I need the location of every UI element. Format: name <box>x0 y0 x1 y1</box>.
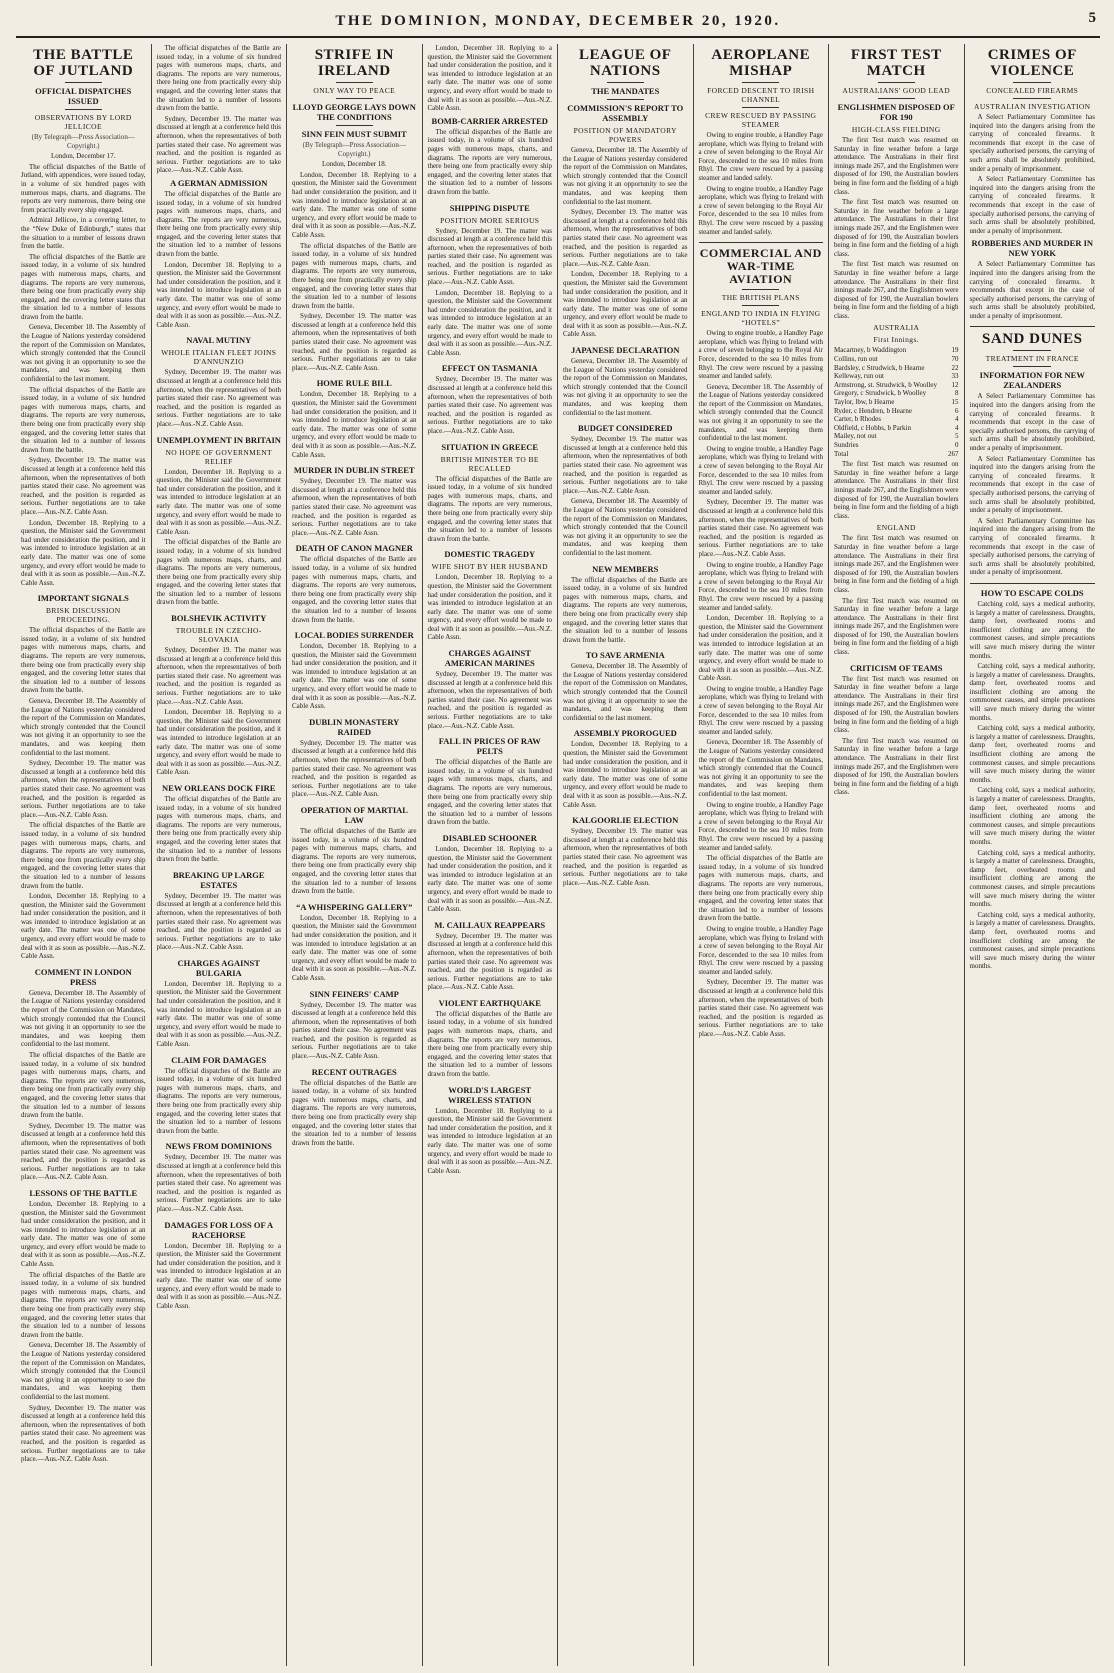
article <box>428 920 553 992</box>
article <box>157 1220 282 1311</box>
paragraph: Owing to engine trouble, a Handley Page aeroplane, which was flying to Ireland with a crew of seven belonging to the Royal Air Force, descended to the sea 10 miles from Rhyl. The crew were rescued by a passing steamer and landed safely. <box>698 924 823 976</box>
headline-sand-dunes: SAND DUNES <box>982 331 1083 348</box>
subhead: HOW TO ESCAPE COLDS <box>980 587 1084 598</box>
article <box>157 1055 282 1136</box>
paragraph: Catching cold, says a medical authority, is largely a matter of carelessness. Draughts, damp feet, overheated rooms and insufficient clothing are among the commonest causes, and simple precautions will save much misery during the winter months. <box>969 662 1095 722</box>
batsman-score: 33 <box>951 372 959 381</box>
subhead: NEW ORLEANS DOCK FIRE <box>162 782 276 793</box>
score-row <box>834 346 959 355</box>
batsman-score: 4 <box>955 415 959 424</box>
paragraph: London, December 18. Replying to a question, the Minister said the Government had under consideration the position, and it was intended to introduce legislation at an early date. The matter was one of some urgency, and every effort would be made to deal with it as soon as possible.—Aus.-N.Z. Cable Assn. <box>21 892 146 961</box>
batsman-score: 267 <box>948 449 959 458</box>
subhead: FORCED DESCENT TO IRISH CHANNEL <box>707 86 815 104</box>
paragraph: The first Test match was resumed on Saturday in fine weather before a large attendance. The Australians in their first innings made 267, and the Englishmen were disposed of for 190, the Australian bowlers being in fine form and the fielding of a high class. <box>834 596 959 657</box>
article <box>157 1141 282 1213</box>
article <box>292 902 417 983</box>
subhead: OFFICIAL DISPATCHES ISSUED <box>35 86 132 106</box>
batsman-name: Kelleway, run out <box>834 372 884 381</box>
subhead: NO HOPE OF GOVERNMENT RELIEF <box>165 447 273 466</box>
subhead: CLAIM FOR DAMAGES <box>171 1054 267 1065</box>
paragraph: Sydney, December 19. The matter was discussed at length at a conference held this afternoon, when the representatives of both parties stated their case. No agreement was reached, and the position is regarded as serious. Further negotiations are to take place.—Aus.-N.Z. Cable Assn. <box>563 208 688 268</box>
paragraph: Geneva, December 18. The Assembly of the League of Nations yesterday considered the report of the Commission on Mandates, which strongly contended that the Council was not giving it an opportunity to see the mandates, and was keeping them confidential to the last moment. <box>563 357 688 417</box>
paragraph: Sydney, December 19. The matter was discussed at length at a conference held this afternoon, when the representatives of both parties stated their case. No agreement was reached, and the position is regarded as serious. Further negotiations are to take place.—Aus.-N.Z. Cable Assn. <box>21 1403 146 1464</box>
article <box>157 613 282 777</box>
subhead: WIFE SHOT BY HER HUSBAND <box>431 562 548 572</box>
paragraph: A Select Parliamentary Committee has inquired into the dangers arising from the carrying of concealed firearms. It recommends that except in the case of specially authorised persons, the carrying of such arms shall be absolutely prohibited, under a penalty of imprisonment. <box>969 454 1095 515</box>
paragraph: Geneva, December 18. The Assembly of the League of Nations yesterday considered the report of the Commission on Mandates, which strongly contended that the Council was not giving it an opportunity to see the mandates, and was keeping them confidential to the last moment. <box>698 738 823 798</box>
paragraph: London, December 18. Replying to a question, the Minister said the Government had under consideration the position, and it was intended to introduce legislation at an early date. The matter was one of some urgency, and every effort would be made to deal with it as soon as possible.—Aus.-N.Z. Cable Assn. <box>156 467 281 536</box>
paragraph: The official dispatches of the Battle are issued today, in a volume of six hundred pages with numerous maps, charts, and diagrams. The reports are very numerous, there being one from practically every ship engaged, and the covering letter states that the situation led to a number of lessons drawn from the battle. <box>21 385 146 454</box>
article <box>157 783 282 864</box>
subhead: BREAKING UP LARGE ESTATES <box>172 869 265 890</box>
paragraph: Sydney, December 19. The matter was discussed at length at a conference held this afternoon, when the representatives of both parties stated their case. No agreement was reached, and the position is regarded as serious. Further negotiations are to take place.—Aus.-N.Z. Cable Assn. <box>156 1153 281 1213</box>
subhead: UNEMPLOYMENT IN BRITAIN <box>156 434 281 445</box>
subhead: AUSTRALIA <box>873 323 920 333</box>
paragraph: London, December 18. Replying to a question, the Minister said the Government had under consideration the position, and it was intended to introduce legislation at an early date. The matter was one of some urgency, and every effort would be made to deal with it as soon as possible.—Aus.-N.Z. Cable Assn. <box>292 170 417 239</box>
subhead: NEW MEMBERS <box>592 563 659 574</box>
column-3 <box>287 44 423 1666</box>
article-league <box>563 47 688 339</box>
subhead: THE BRITISH PLANS <box>721 293 800 303</box>
byline: (By Telegraph—Press Association—Copyright.) <box>31 133 135 150</box>
subhead: AUSTRALIANS' GOOD LEAD <box>842 86 951 95</box>
subhead: ROBBERIES AND MURDER IN NEW YORK <box>971 238 1094 259</box>
paragraph: Sydney, December 19. The matter was discussed at length at a conference held this afternoon, when the representatives of both parties stated their case. No agreement was reached, and the position is regarded as serious. Further negotiations are to take place.—Aus.-N.Z. Cable Assn. <box>427 375 552 435</box>
article <box>428 1085 553 1176</box>
paragraph: The first Test match was resumed on Saturday in fine weather before a large attendance. The Australians in their first innings made 267, and the Englishmen were disposed of for 190, the Australian bowlers being in fine form and the fielding of a high class. <box>834 534 959 594</box>
article <box>428 833 553 914</box>
paragraph: The first Test match was resumed on Saturday in fine weather before a large attendance. The Australians in their first innings made 267, and the Englishmen were disposed of for 190, the Australian bowlers being in fine form and the fielding of a high class. <box>834 136 959 196</box>
paragraph: A Select Parliamentary Committee has inquired into the dangers arising from the carrying of concealed firearms. It recommends that except in the case of specially authorised persons, the carrying of such arms shall be absolutely prohibited, under a penalty of imprisonment. <box>969 260 1095 320</box>
paragraph: A Select Parliamentary Committee has inquired into the dangers arising from the carrying of concealed firearms. It recommends that except in the case of specially authorised persons, the carrying of such arms shall be absolutely prohibited, under a penalty of imprisonment. <box>969 392 1095 453</box>
batsman-score: 8 <box>955 389 959 398</box>
article-colds <box>970 588 1096 971</box>
batsman-score: 6 <box>955 406 959 415</box>
column-5 <box>558 44 694 1666</box>
article <box>292 378 417 459</box>
subhead: AUSTRALIAN INVESTIGATION <box>974 102 1091 111</box>
paragraph: A Select Parliamentary Committee has inquired into the dangers arising from the carrying of concealed firearms. It recommends that except in the case of specially authorised persons, the carrying of such arms shall be absolutely prohibited, under a penalty of imprisonment. <box>969 516 1095 577</box>
column-6 <box>694 44 830 1666</box>
headline-league: LEAGUE OF NATIONS <box>579 47 672 79</box>
score-row <box>834 415 959 424</box>
column-1 <box>16 44 152 1666</box>
subhead: CRITICISM OF TEAMS <box>849 662 943 673</box>
paragraph: Sydney, December 19. The matter was discussed at length at a conference held this afternoon, when the representatives of both parties stated their case. No agreement was reached, and the position is regarded as serious. Further negotiations are to take place.—Aus.-N.Z. Cable Assn. <box>156 114 281 175</box>
headline-jutland: THE BATTLE OF JUTLAND <box>33 47 134 79</box>
headline-crimes: CRIMES OF VIOLENCE <box>987 47 1077 79</box>
article <box>563 815 688 887</box>
paragraph: Sydney, December 19. The matter was discussed at length at a conference held this afternoon, when the representatives of both parties stated their case. No agreement was reached, and the position is regarded as serious. Further negotiations are to take place.—Aus.-N.Z. Cable Assn. <box>427 226 552 287</box>
paragraph: Sydney, December 19. The matter was discussed at length at a conference held this afternoon, when the representatives of both parties stated their case. No agreement was reached, and the position is regarded as serious. Further negotiations are to take place.—Aus.-N.Z. Cable Assn. <box>427 670 552 730</box>
paragraph: The official dispatches of the Battle are issued today, in a volume of six hundred pages with numerous maps, charts, and diagrams. The reports are very numerous, there being one from practically every ship engaged, and the covering letter states that the situation led to a number of lessons drawn from the battle. <box>156 1066 281 1135</box>
paragraph: Geneva, December 18. The Assembly of the League of Nations yesterday considered the report of the Commission on Mandates, which strongly contended that the Council was not giving it an opportunity to see the mandates, and was keeping them confidential to the last moment. <box>563 497 688 557</box>
paragraph: The official dispatches of the Battle are issued today, in a volume of six hundred pages with numerous maps, charts, and diagrams. The reports are very numerous, there being one from practically every ship engaged, and the covering letter states that the situation led to a number of lessons drawn from the battle. <box>156 538 281 607</box>
article <box>428 549 553 642</box>
article <box>563 728 688 809</box>
subhead: MURDER IN DUBLIN STREET <box>293 465 415 476</box>
paragraph: The official dispatches of the Battle are issued today, in a volume of six hundred pages with numerous maps, charts, and diagrams. The reports are very numerous, there being one from practically every ship engaged, and the covering letter states that the situation led to a number of lessons drawn from the battle. <box>21 1051 146 1120</box>
paragraph: London, December 18. Replying to a question, the Minister said the Government had under consideration the position, and it was intended to introduce legislation at an early date. The matter was one of some urgency, and every effort would be made to deal with it as soon as possible.—Aus.-N.Z. Cable Assn. <box>292 390 417 459</box>
subhead: CREW RESCUED BY PASSING STEAMER <box>705 111 817 129</box>
subhead: “A WHISPERING GALLERY” <box>296 901 413 912</box>
article <box>563 564 688 645</box>
article <box>428 648 553 730</box>
paragraph: London, December 18. Replying to a question, the Minister said the Government had under consideration the position, and it was intended to introduce legislation at an early date. The matter was one of some urgency, and every effort would be made to deal with it as soon as possible.—Aus.-N.Z. Cable Assn. <box>563 270 688 339</box>
batsman-name: Oldfield, c Hobbs, b Parkin <box>834 423 911 432</box>
paragraph: Catching cold, says a medical authority, is largely a matter of carelessness. Draughts, damp feet, overheated rooms and insufficient clothing are among the commonest causes, and simple precautions will save much misery during the winter months. <box>969 786 1095 846</box>
subhead: LESSONS OF THE BATTLE <box>29 1187 138 1198</box>
article-aeroplane <box>699 47 824 236</box>
batsman-score: 15 <box>951 398 959 407</box>
batsman-score: 5 <box>955 432 959 441</box>
subhead: ASSEMBLY PROROGUED <box>573 728 677 739</box>
score-row <box>834 424 959 433</box>
batsman-name: Ryder, c Hendren, b Hearne <box>834 406 912 415</box>
paragraph: Catching cold, says a medical authority, is largely a matter of carelessness. Draughts, damp feet, overheated rooms and insufficient clothing are among the commonest causes, and simple precautions will save much misery during the winter months. <box>969 599 1095 660</box>
paragraph: London, December 18. Replying to a question, the Minister said the Government had under consideration the position, and it was intended to introduce legislation at an early date. The matter was one of some urgency, and every effort would be made to deal with it as soon as possible.—Aus.-N.Z. Cable Assn. <box>156 708 281 777</box>
score-row <box>834 372 959 381</box>
subhead: TROUBLE IN CZECHO-SLOVAKIA <box>175 626 262 645</box>
paragraph: Owing to engine trouble, a Handley Page aeroplane, which was flying to Ireland with a crew of seven belonging to the Royal Air Force, descended to the sea 10 miles from Rhyl. The crew were rescued by a passing steamer and landed safely. <box>698 800 823 852</box>
subhead: OPERATION OF MARTIAL LAW <box>300 805 408 825</box>
paragraph: The official dispatches of the Battle are issued today, in a volume of six hundred pages with numerous maps, charts, and diagrams. The reports are very numerous, there being one from practically every ship engaged, and the covering letter states that the situation led to a number of lessons drawn from the battle. <box>563 575 688 644</box>
paragraph: The official dispatches of the Battle are issued today, in a volume of six hundred pages with numerous maps, charts, and diagrams. The reports are very numerous, there being one from practically every ship engaged, and the covering letter states that the situation led to a number of lessons drawn from the battle. <box>292 827 417 896</box>
article <box>428 998 553 1079</box>
paragraph: The official dispatches of the Battle are issued today, in a volume of six hundred pages with numerous maps, charts, and diagrams. The reports are very numerous, there being one from practically every ship engaged, and the covering letter states that the situation led to a number of lessons drawn from the battle. <box>292 1078 417 1147</box>
paragraph: Owing to engine trouble, a Handley Page aeroplane, which was flying to Ireland with a crew of seven belonging to the Royal Air Force, descended to the sea 10 miles from Rhyl. The crew were rescued by a passing steamer and landed safely. <box>698 684 823 736</box>
score-row <box>834 389 959 398</box>
subhead: ENGLAND TO INDIA IN FLYING “HOTELS” <box>701 309 821 328</box>
subhead: POSITION OF MANDATORY POWERS <box>573 126 677 144</box>
paragraph: The official dispatches of the Battle are issued today, in a volume of six hundred pages with numerous maps, charts, and diagrams. The reports are very numerous, there being one from practically every ship engaged, and the covering letter states that the situation led to a number of lessons drawn from the battle. <box>427 474 552 543</box>
subhead: CHARGES AGAINST BULGARIA <box>177 957 260 978</box>
article-jutland <box>21 47 146 587</box>
paragraph: A Select Parliamentary Committee has inquired into the dangers arising from the carrying of concealed firearms. It recommends that except in the case of specially authorised persons, the carrying of such arms shall be absolutely prohibited, under a penalty of imprisonment. <box>969 113 1095 173</box>
article <box>157 335 282 428</box>
paragraph: Sydney, December 19. The matter was discussed at length at a conference held this afternoon, when the representatives of both parties stated their case. No agreement was reached, and the position is regarded as serious. Further negotiations are to take place.—Aus.-N.Z. Cable Assn. <box>156 891 281 952</box>
batsman-name: Macartney, b Waddington <box>834 346 907 355</box>
subhead: IMPORTANT SIGNALS <box>37 593 129 604</box>
article <box>428 736 553 827</box>
article-aviation <box>699 247 824 1039</box>
paragraph: London, December 18. Replying to a question, the Minister said the Government had under consideration the position, and it was intended to introduce legislation at an early date. The matter was one of some urgency, and every effort would be made to deal with it as soon as possible.—Aus.-N.Z. Cable Assn. <box>427 844 552 914</box>
subhead: COMMISSION'S REPORT TO ASSEMBLY <box>567 103 684 123</box>
article <box>563 345 688 417</box>
subhead: RECENT OUTRAGES <box>311 1066 397 1077</box>
paragraph: London, December 18. Replying to a question, the Minister said the Government had under consideration the position, and it was intended to introduce legislation at an early date. The matter was one of some urgency, and every effort would be made to deal with it as soon as possible.—Aus.-N.Z. Cable Assn. <box>156 260 281 329</box>
paragraph: Owing to engine trouble, a Handley Page aeroplane, which was flying to Ireland with a crew of seven belonging to the Royal Air Force, descended to the sea 10 miles from Rhyl. The crew were rescued by a passing steamer and landed safely. <box>698 560 823 612</box>
paragraph: Sydney, December 19. The matter was discussed at length at a conference held this afternoon, when the representatives of both parties stated their case. No agreement was reached, and the position is regarded as serious. Further negotiations are to take place.—Aus.-N.Z. Cable Assn. <box>292 477 417 537</box>
batsman-name: Gregory, c Strudwick, b Woolley <box>834 389 927 398</box>
paragraph: The official dispatches of the Battle are issued today, in a volume of six hundred pages with numerous maps, charts, and diagrams. The reports are very numerous, there being one from practically every ship engaged, and the covering letter states that the situation led to a number of lessons drawn from the battle. <box>427 758 552 827</box>
article <box>428 442 553 544</box>
article-test-match <box>834 47 959 657</box>
paragraph: Sydney, December 19. The matter was discussed at length at a conference held this afternoon, when the representatives of both parties stated their case. No agreement was reached, and the position is regarded as serious. Further negotiations are to take place.—Aus.-N.Z. Cable Assn. <box>563 435 688 495</box>
paragraph: The official dispatches of the Battle are issued today, in a volume of six hundred pages with numerous maps, charts, and diagrams. The reports are very numerous, there being one from practically every ship engaged, and the covering letter states that the situation led to a number of lessons drawn from the battle. <box>698 854 823 923</box>
paragraph: Owing to engine trouble, a Handley Page aeroplane, which was flying to Ireland with a crew of seven belonging to the Royal Air Force, descended to the sea 10 miles from Rhyl. The crew were rescued by a passing steamer and landed safely. <box>698 184 823 236</box>
subhead: A GERMAN ADMISSION <box>170 177 268 188</box>
article-crimes <box>970 47 1096 320</box>
article-sand-dunes <box>970 331 1096 576</box>
subhead: First Innings. <box>873 335 920 345</box>
article <box>157 958 282 1049</box>
subhead: LLOYD GEORGE LAYS DOWN THE CONDITIONS <box>292 102 416 122</box>
paragraph: Sydney, December 19. The matter was discussed at length at a conference held this afternoon, when the representatives of both parties stated their case. No agreement was reached, and the position is regarded as serious. Further negotiations are to take place.—Aus.-N.Z. Cable Assn. <box>427 931 552 992</box>
paragraph: London, December 18. Replying to a question, the Minister said the Government had under consideration the position, and it was intended to introduce legislation at an early date. The matter was one of some urgency, and every effort would be made to deal with it as soon as possible.—Aus.-N.Z. Cable Assn. <box>292 642 417 711</box>
paragraph: Sydney, December 19. The matter was discussed at length at a conference held this afternoon, when the representatives of both parties stated their case. No agreement was reached, and the position is regarded as serious. Further negotiations are to take place.—Aus.-N.Z. Cable Assn. <box>698 978 823 1039</box>
paragraph: Geneva, December 18. The Assembly of the League of Nations yesterday considered the report of the Commission on Mandates, which strongly contended that the Council was not giving it an opportunity to see the mandates, and was keeping them confidential to the last moment. <box>21 697 146 757</box>
batsman-name: Total <box>834 449 849 458</box>
article <box>292 1067 417 1148</box>
batsman-score: 70 <box>951 355 959 364</box>
subhead: INFORMATION FOR NEW ZEALANDERS <box>979 370 1085 391</box>
paragraph: Geneva, December 18. The Assembly of the League of Nations yesterday considered the report of the Commission on Mandates, which strongly contended that the Council was not giving it an opportunity to see the mandates, and was keeping them confidential to the last moment. <box>21 988 146 1049</box>
score-row <box>834 398 959 407</box>
subhead: DOMESTIC TRAGEDY <box>444 549 536 560</box>
paragraph: London, December 18. Replying to a question, the Minister said the Government had under consideration the position, and it was intended to introduce legislation at an early date. The matter was one of some urgency, and every effort would be made to deal with it as soon as possible.—Aus.-N.Z. Cable Assn. <box>427 44 552 113</box>
batsman-score: 0 <box>955 441 959 449</box>
subhead: WHOLE ITALIAN FLEET JOINS D'ANNUNZIO <box>161 348 277 367</box>
paragraph: Admiral Jellicoe, in a covering letter, to the “New Duke of Edinburgh,” states that the situation to a number of lessons drawn from the battle. <box>21 216 146 251</box>
subhead: DUBLIN MONASTERY RAIDED <box>309 716 400 737</box>
subhead: DAMAGES FOR LOSS OF A RACEHORSE <box>164 1219 274 1240</box>
article <box>563 650 688 722</box>
columns <box>16 44 1100 1666</box>
paragraph: London, December 18. Replying to a question, the Minister said the Government had under consideration the position, and it was intended to introduce legislation at an early date. The matter was one of some urgency, and every effort would be made to deal with it as soon as possible.—Aus.-N.Z. Cable Assn. <box>427 573 552 642</box>
subhead: SITUATION IN GREECE <box>441 441 539 452</box>
masthead <box>16 6 1100 38</box>
batsman-name: Collins, run out <box>834 355 878 364</box>
subhead: M. CAILLAUX REAPPEARS <box>434 919 546 930</box>
paragraph: Geneva, December 18. The Assembly of the League of Nations yesterday considered the report of the Commission on Mandates, which strongly contended that the Council was not giving it an opportunity to see the mandates, and was keeping them confidential to the last moment. <box>21 323 146 384</box>
subhead: WORLD'S LARGEST WIRELESS STATION <box>447 1084 532 1105</box>
score-row <box>834 355 959 364</box>
paragraph: The first Test match was resumed on Saturday in fine weather before a large attendance. The Australians in their first innings made 267, and the Englishmen were disposed of for 190, the Australian bowlers being in fine form and the fielding of a high class. <box>834 260 959 320</box>
paragraph: Geneva, December 18. The Assembly of the League of Nations yesterday considered the report of the Commission on Mandates, which strongly contended that the Council was not giving it an opportunity to see the mandates, and was keeping them confidential to the last moment. <box>563 146 688 206</box>
article <box>21 967 146 1182</box>
batsman-score: 12 <box>951 380 959 389</box>
batsman-name: Sundries <box>834 441 859 449</box>
paragraph: Geneva, December 18. The Assembly of the League of Nations yesterday considered the report of the Commission on Mandates, which strongly contended that the Council was not giving it an opportunity to see the mandates, and was keeping them confidential to the last moment. <box>563 662 688 722</box>
page-number: 5 <box>1088 10 1096 26</box>
paragraph: The first Test match was resumed on Saturday in fine weather before a large attendance. The Australians in their first innings made 267, and the Englishmen were disposed of for 190, the Australian bowlers being in fine form and the fielding of a high class. <box>834 198 959 258</box>
paragraph: The official dispatches of the Battle are issued today, in a volume of six hundred pages with numerous maps, charts, and diagrams. The reports are very numerous, there being one from practically every ship engaged, and the covering letter states that the situation led to a number of lessons drawn from the battle. <box>21 626 146 695</box>
subhead: SHIPPING DISPUTE <box>449 202 530 213</box>
batsman-name: Bardsley, c Strudwick, b Hearne <box>834 363 925 372</box>
paragraph: London, December 18. Replying to a question, the Minister said the Government had under consideration the position, and it was intended to introduce legislation at an early date. The matter was one of some urgency, and every effort would be made to deal with it as soon as possible.—Aus.-N.Z. Cable Assn. <box>563 740 688 809</box>
paragraph: London, December 18. Replying to a question, the Minister said the Government had under consideration the position, and it was intended to introduce legislation at an early date. The matter was one of some urgency, and every effort would be made to deal with it as soon as possible.—Aus.-N.Z. Cable Assn. <box>156 979 281 1049</box>
article-ireland <box>292 47 417 372</box>
article <box>834 663 959 797</box>
paragraph: Sydney, December 19. The matter was discussed at length at a conference held this afternoon, when the representatives of both parties stated their case. No agreement was reached, and the position is regarded as serious. Further negotiations are to take place.—Aus.-N.Z. Cable Assn. <box>156 646 281 706</box>
masthead-title: THE DOMINION, MONDAY, DECEMBER 20, 1920. <box>335 12 781 29</box>
paragraph: Sydney, December 19. The matter was discussed at length at a conference held this afternoon, when the representatives of both parties stated their case. No agreement was reached, and the position is regarded as serious. Further negotiations are to take place.—Aus.-N.Z. Cable Assn. <box>698 498 823 558</box>
subhead: EFFECT ON TASMANIA <box>441 363 538 374</box>
byline: (By Telegraph—Press Association—Copyright.) <box>302 141 406 158</box>
paragraph: The official dispatches of the Battle are issued today, in a volume of six hundred pages with numerous maps, charts, and diagrams. The reports are very numerous, there being one from practically every ship engaged, and the covering letter states that the situation led to a number of lessons drawn from the battle. <box>156 794 281 864</box>
headline-test-match: FIRST TEST MATCH <box>850 47 942 79</box>
paragraph: The official dispatches of the Battle are issued today, in a volume of six hundred pages with numerous maps, charts, and diagrams. The reports are very numerous, there being one from practically every ship engaged, and the covering letter states that the situation led to a number of lessons drawn from the battle. <box>292 555 417 624</box>
score-row <box>834 407 959 416</box>
paragraph: The official dispatches of the Battle of Jutland, with appendices, were issued today, in a volume of six hundred pages with numerous maps, charts, and diagrams. The reports are very numerous, there being one from practically every ship engaged. <box>21 162 146 214</box>
batsman-score: 19 <box>951 346 959 355</box>
score-row <box>834 364 959 373</box>
subhead: ENGLAND <box>876 523 916 533</box>
paragraph: The official dispatches of the Battle are issued today, in a volume of six hundred pages with numerous maps, charts, and diagrams. The reports are very numerous, there being one from practically every ship engaged, and the covering letter states that the situation led to a number of lessons drawn from the battle. <box>292 241 417 310</box>
paragraph: The first Test match was resumed on Saturday in fine weather before a large attendance. The Australians in their first innings made 267, and the Englishmen were disposed of for 190, the Australian bowlers being in fine form and the fielding of a high class. <box>834 736 959 797</box>
headline-ireland: STRIFE IN IRELAND <box>314 47 394 79</box>
subhead: ENGLISHMEN DISPOSED OF FOR 190 <box>837 102 955 122</box>
article <box>292 717 417 799</box>
score-row <box>834 432 959 441</box>
paragraph: Sydney, December 19. The matter was discussed at length at a conference held this afternoon, when the representatives of both parties stated their case. No agreement was reached, and the position is regarded as serious. Further negotiations are to take place.—Aus.-N.Z. Cable Assn. <box>21 1121 146 1182</box>
subhead: COMMENT IN LONDON PRESS <box>34 966 132 987</box>
scorecard <box>834 346 959 458</box>
subhead: BRISK DISCUSSION PROCEEDING. <box>45 606 121 625</box>
paragraph: The official dispatches of the Battle are issued today, in a volume of six hundred pages with numerous maps, charts, and diagrams. The reports are very numerous, there being one from practically every ship engaged, and the covering letter states that the situation led to a number of lessons drawn from the battle. <box>21 252 146 321</box>
paragraph: Catching cold, says a medical authority, is largely a matter of carelessness. Draughts, damp feet, overheated rooms and insufficient clothing are among the commonest causes, and simple precautions will save much misery during the winter months. <box>969 848 1095 909</box>
paragraph: Sydney, December 19. The matter was discussed at length at a conference held this afternoon, when the representatives of both parties stated their case. No agreement was reached, and the position is regarded as serious. Further negotiations are to take place.—Aus.-N.Z. Cable Assn. <box>292 312 417 372</box>
paragraph: London, December 18. Replying to a question, the Minister said the Government had under consideration the position, and it was intended to introduce legislation at an early date. The matter was one of some urgency, and every effort would be made to deal with it as soon as possible.—Aus.-N.Z. Cable Assn. <box>292 913 417 982</box>
paragraph: London, December 18. Replying to a question, the Minister said the Government had under consideration the position, and it was intended to introduce legislation at an early date. The matter was one of some urgency, and every effort would be made to deal with it as soon as possible.—Aus.-N.Z. Cable Assn. <box>698 614 823 683</box>
article <box>292 465 417 537</box>
column-8 <box>965 44 1101 1666</box>
paragraph: The official dispatches of the Battle are issued today, in a volume of six hundred pages with numerous maps, charts, and diagrams. The reports are very numerous, there being one from practically every ship engaged, and the covering letter states that the situation led to a number of lessons drawn from the battle. <box>156 44 281 113</box>
subhead: CHARGES AGAINST AMERICAN MARINES <box>444 648 535 669</box>
article <box>21 593 146 961</box>
batsman-name: Carter, b Rhodes <box>834 415 881 424</box>
score-row <box>834 441 959 450</box>
score-row <box>834 450 959 459</box>
article <box>428 116 553 197</box>
paragraph: Sydney, December 19. The matter was discussed at length at a conference held this afternoon, when the representatives of both parties stated their case. No agreement was reached, and the position is regarded as serious. Further negotiations are to take place.—Aus.-N.Z. Cable Assn. <box>292 1000 417 1061</box>
paragraph: London, December 18. Replying to a question, the Minister said the Government had under consideration the position, and it was intended to introduce legislation at an early date. The matter was one of some urgency, and every effort would be made to deal with it as soon as possible.—Aus.-N.Z. Cable Assn. <box>21 518 146 587</box>
column-2 <box>152 44 288 1666</box>
paragraph: Owing to engine trouble, a Handley Page aeroplane, which was flying to Ireland with a crew of seven belonging to the Royal Air Force, descended to the sea 10 miles from Rhyl. The crew were rescued by a passing steamer and landed safely. <box>698 444 823 496</box>
subhead: HIGH-CLASS FIELDING <box>851 125 941 134</box>
subhead: THE MANDATES <box>591 86 660 96</box>
paragraph: Sydney, December 19. The matter was discussed at length at a conference held this afternoon, when the representatives of both parties stated their case. No agreement was reached, and the position is regarded as serious. Further negotiations are to take place.—Aus.-N.Z. Cable Assn. <box>292 738 417 799</box>
subhead: BOLSHEVIK ACTIVITY <box>171 613 267 624</box>
headline-aeroplane: AEROPLANE MISHAP <box>711 47 811 79</box>
subhead: CONCEALED FIREARMS <box>986 86 1079 95</box>
subhead: POSITION MORE SERIOUS <box>440 215 540 225</box>
subhead: FALL IN PRICES OF RAW PELTS <box>438 736 541 757</box>
subhead: VIOLENT EARTHQUAKE <box>438 997 541 1008</box>
article <box>157 435 282 608</box>
column-7 <box>829 44 965 1666</box>
batsman-name: Armstrong, st. Strudwick, b Woolley <box>834 380 937 389</box>
subhead: NEWS FROM DOMINIONS <box>165 1141 272 1152</box>
headline-aviation: COMMERCIAL AND WAR-TIME AVIATION <box>699 246 822 287</box>
subhead: JAPANESE DECLARATION <box>570 345 680 356</box>
subhead: HOME RULE BILL <box>316 378 392 389</box>
paragraph: Sydney, December 19. The matter was discussed at length at a conference held this afternoon, when the representatives of both parties stated their case. No agreement was reached, and the position is regarded as serious. Further negotiations are to take place.—Aus.-N.Z. Cable Assn. <box>563 827 688 887</box>
subhead: KALGOORLIE ELECTION <box>572 815 679 826</box>
paragraph: Sydney, December 19. The matter was discussed at length at a conference held this afternoon, when the representatives of both parties stated their case. No agreement was reached, and the position is regarded as serious. Further negotiations are to take place.—Aus.-N.Z. Cable Assn. <box>156 368 281 428</box>
dateline: London, December 18. <box>321 160 387 169</box>
subhead: BRITISH MINISTER TO BE RECALLED <box>440 454 539 473</box>
paragraph: The official dispatches of the Battle are issued today, in a volume of six hundred pages with numerous maps, charts, and diagrams. The reports are very numerous, there being one from practically every ship engaged, and the covering letter states that the situation led to a number of lessons drawn from the battle. <box>427 1009 552 1079</box>
subhead: OBSERVATIONS BY LORD JELLICOE <box>34 113 132 131</box>
subhead: SINN FEIN MUST SUBMIT <box>301 129 407 139</box>
article <box>157 178 282 330</box>
column-4 <box>423 44 559 1666</box>
article <box>157 870 282 952</box>
subhead: TREATMENT IN FRANCE <box>985 354 1079 364</box>
subhead: NAVAL MUTINY <box>186 335 252 346</box>
batsman-name: Taylor, lbw, b Hearne <box>834 398 895 407</box>
paragraph: Geneva, December 18. The Assembly of the League of Nations yesterday considered the report of the Commission on Mandates, which strongly contended that the Council was not giving it an opportunity to see the mandates, and was keeping them confidential to the last moment. <box>698 382 823 443</box>
batsman-score: 22 <box>951 363 959 372</box>
paragraph: London, December 18. Replying to a question, the Minister said the Government had under consideration the position, and it was intended to introduce legislation at an early date. The matter was one of some urgency, and every effort would be made to deal with it as soon as possible.—Aus.-N.Z. Cable Assn. <box>156 1241 281 1310</box>
subhead: LOCAL BODIES SURRENDER <box>294 630 414 641</box>
dateline: London, December 17. <box>50 152 116 161</box>
paragraph: A Select Parliamentary Committee has inquired into the dangers arising from the carrying of concealed firearms. It recommends that except in the case of specially authorised persons, the carrying of such arms shall be absolutely prohibited, under a penalty of imprisonment. <box>969 175 1095 235</box>
paragraph: Sydney, December 19. The matter was discussed at length at a conference held this afternoon, when the representatives of both parties stated their case. No agreement was reached, and the position is regarded as serious. Further negotiations are to take place.—Aus.-N.Z. Cable Assn. <box>21 759 146 819</box>
paragraph: Owing to engine trouble, a Handley Page aeroplane, which was flying to Ireland with a crew of seven belonging to the Royal Air Force, descended to the sea 10 miles from Rhyl. The crew were rescued by a passing steamer and landed safely. <box>698 131 823 182</box>
article <box>428 363 553 435</box>
score-row <box>834 381 959 390</box>
paragraph: The first Test match was resumed on Saturday in fine weather before a large attendance. The Australians in their first innings made 267, and the Englishmen were disposed of for 190, the Australian bowlers being in fine form and the fielding of a high class. <box>834 674 959 735</box>
subhead: BUDGET CONSIDERED <box>577 423 673 434</box>
subhead: ONLY WAY TO PEACE <box>313 86 396 95</box>
paragraph: London, December 18. Replying to a question, the Minister said the Government had under consideration the position, and it was intended to introduce legislation at an early date. The matter was one of some urgency, and every effort would be made to deal with it as soon as possible.—Aus.-N.Z. Cable Assn. <box>427 288 552 357</box>
batsman-name: Mailey, not out <box>834 432 877 441</box>
paragraph: London, December 18. Replying to a question, the Minister said the Government had under consideration the position, and it was intended to introduce legislation at an early date. The matter was one of some urgency, and every effort would be made to deal with it as soon as possible.—Aus.-N.Z. Cable Assn. <box>427 1106 552 1175</box>
subhead: TO SAVE ARMENIA <box>585 650 665 661</box>
article <box>21 1188 146 1464</box>
subhead: BOMB-CARRIER ARRESTED <box>431 115 548 126</box>
paragraph: Owing to engine trouble, a Handley Page aeroplane, which was flying to Ireland with a crew of seven belonging to the Royal Air Force, descended to the sea 10 miles from Rhyl. The crew were rescued by a passing steamer and landed safely. <box>698 329 823 381</box>
article <box>292 989 417 1061</box>
paragraph: The first Test match was resumed on Saturday in fine weather before a large attendance. The Australians in their first innings made 267, and the Englishmen were disposed of for 190, the Australian bowlers being in fine form and the fielding of a high class. <box>834 460 959 520</box>
article <box>292 543 417 624</box>
subhead: DEATH OF CANON MAGNER <box>295 543 413 554</box>
paragraph: London, December 18. Replying to a question, the Minister said the Government had under consideration the position, and it was intended to introduce legislation at an early date. The matter was one of some urgency, and every effort would be made to deal with it as soon as possible.—Aus.-N.Z. Cable Assn. <box>21 1199 146 1269</box>
article <box>292 805 417 896</box>
paragraph: The official dispatches of the Battle are issued today, in a volume of six hundred pages with numerous maps, charts, and diagrams. The reports are very numerous, there being one from practically every ship engaged, and the covering letter states that the situation led to a number of lessons drawn from the battle. <box>21 821 146 890</box>
paragraph: The official dispatches of the Battle are issued today, in a volume of six hundred pages with numerous maps, charts, and diagrams. The reports are very numerous, there being one from practically every ship engaged, and the covering letter states that the situation led to a number of lessons drawn from the battle. <box>156 189 281 259</box>
batsman-score: 4 <box>955 423 959 432</box>
subhead: SINN FEINERS' CAMP <box>309 988 399 999</box>
paragraph: The official dispatches of the Battle are issued today, in a volume of six hundred pages with numerous maps, charts, and diagrams. The reports are very numerous, there being one from practically every ship engaged, and the covering letter states that the situation led to a number of lessons drawn from the battle. <box>427 127 552 196</box>
article <box>428 203 553 358</box>
article <box>292 630 417 711</box>
paragraph: Catching cold, says a medical authority, is largely a matter of carelessness. Draughts, damp feet, overheated rooms and insufficient clothing are among the commonest causes, and simple precautions will save much misery during the winter months. <box>969 910 1095 971</box>
subhead: DISABLED SCHOONER <box>442 832 537 843</box>
paragraph: Geneva, December 18. The Assembly of the League of Nations yesterday considered the report of the Commission on Mandates, which strongly contended that the Council was not giving it an opportunity to see the mandates, and was keeping them confidential to the last moment. <box>21 1341 146 1401</box>
article <box>563 423 688 557</box>
paragraph: The official dispatches of the Battle are issued today, in a volume of six hundred pages with numerous maps, charts, and diagrams. The reports are very numerous, there being one from practically every ship engaged, and the covering letter states that the situation led to a number of lessons drawn from the battle. <box>21 1270 146 1339</box>
paragraph: Sydney, December 19. The matter was discussed at length at a conference held this afternoon, when the representatives of both parties stated their case. No agreement was reached, and the position is regarded as serious. Further negotiations are to take place.—Aus.-N.Z. Cable Assn. <box>21 456 146 516</box>
paragraph: Catching cold, says a medical authority, is largely a matter of carelessness. Draughts, damp feet, overheated rooms and insufficient clothing are among the commonest causes, and simple precautions will save much misery during the winter months. <box>969 724 1095 784</box>
